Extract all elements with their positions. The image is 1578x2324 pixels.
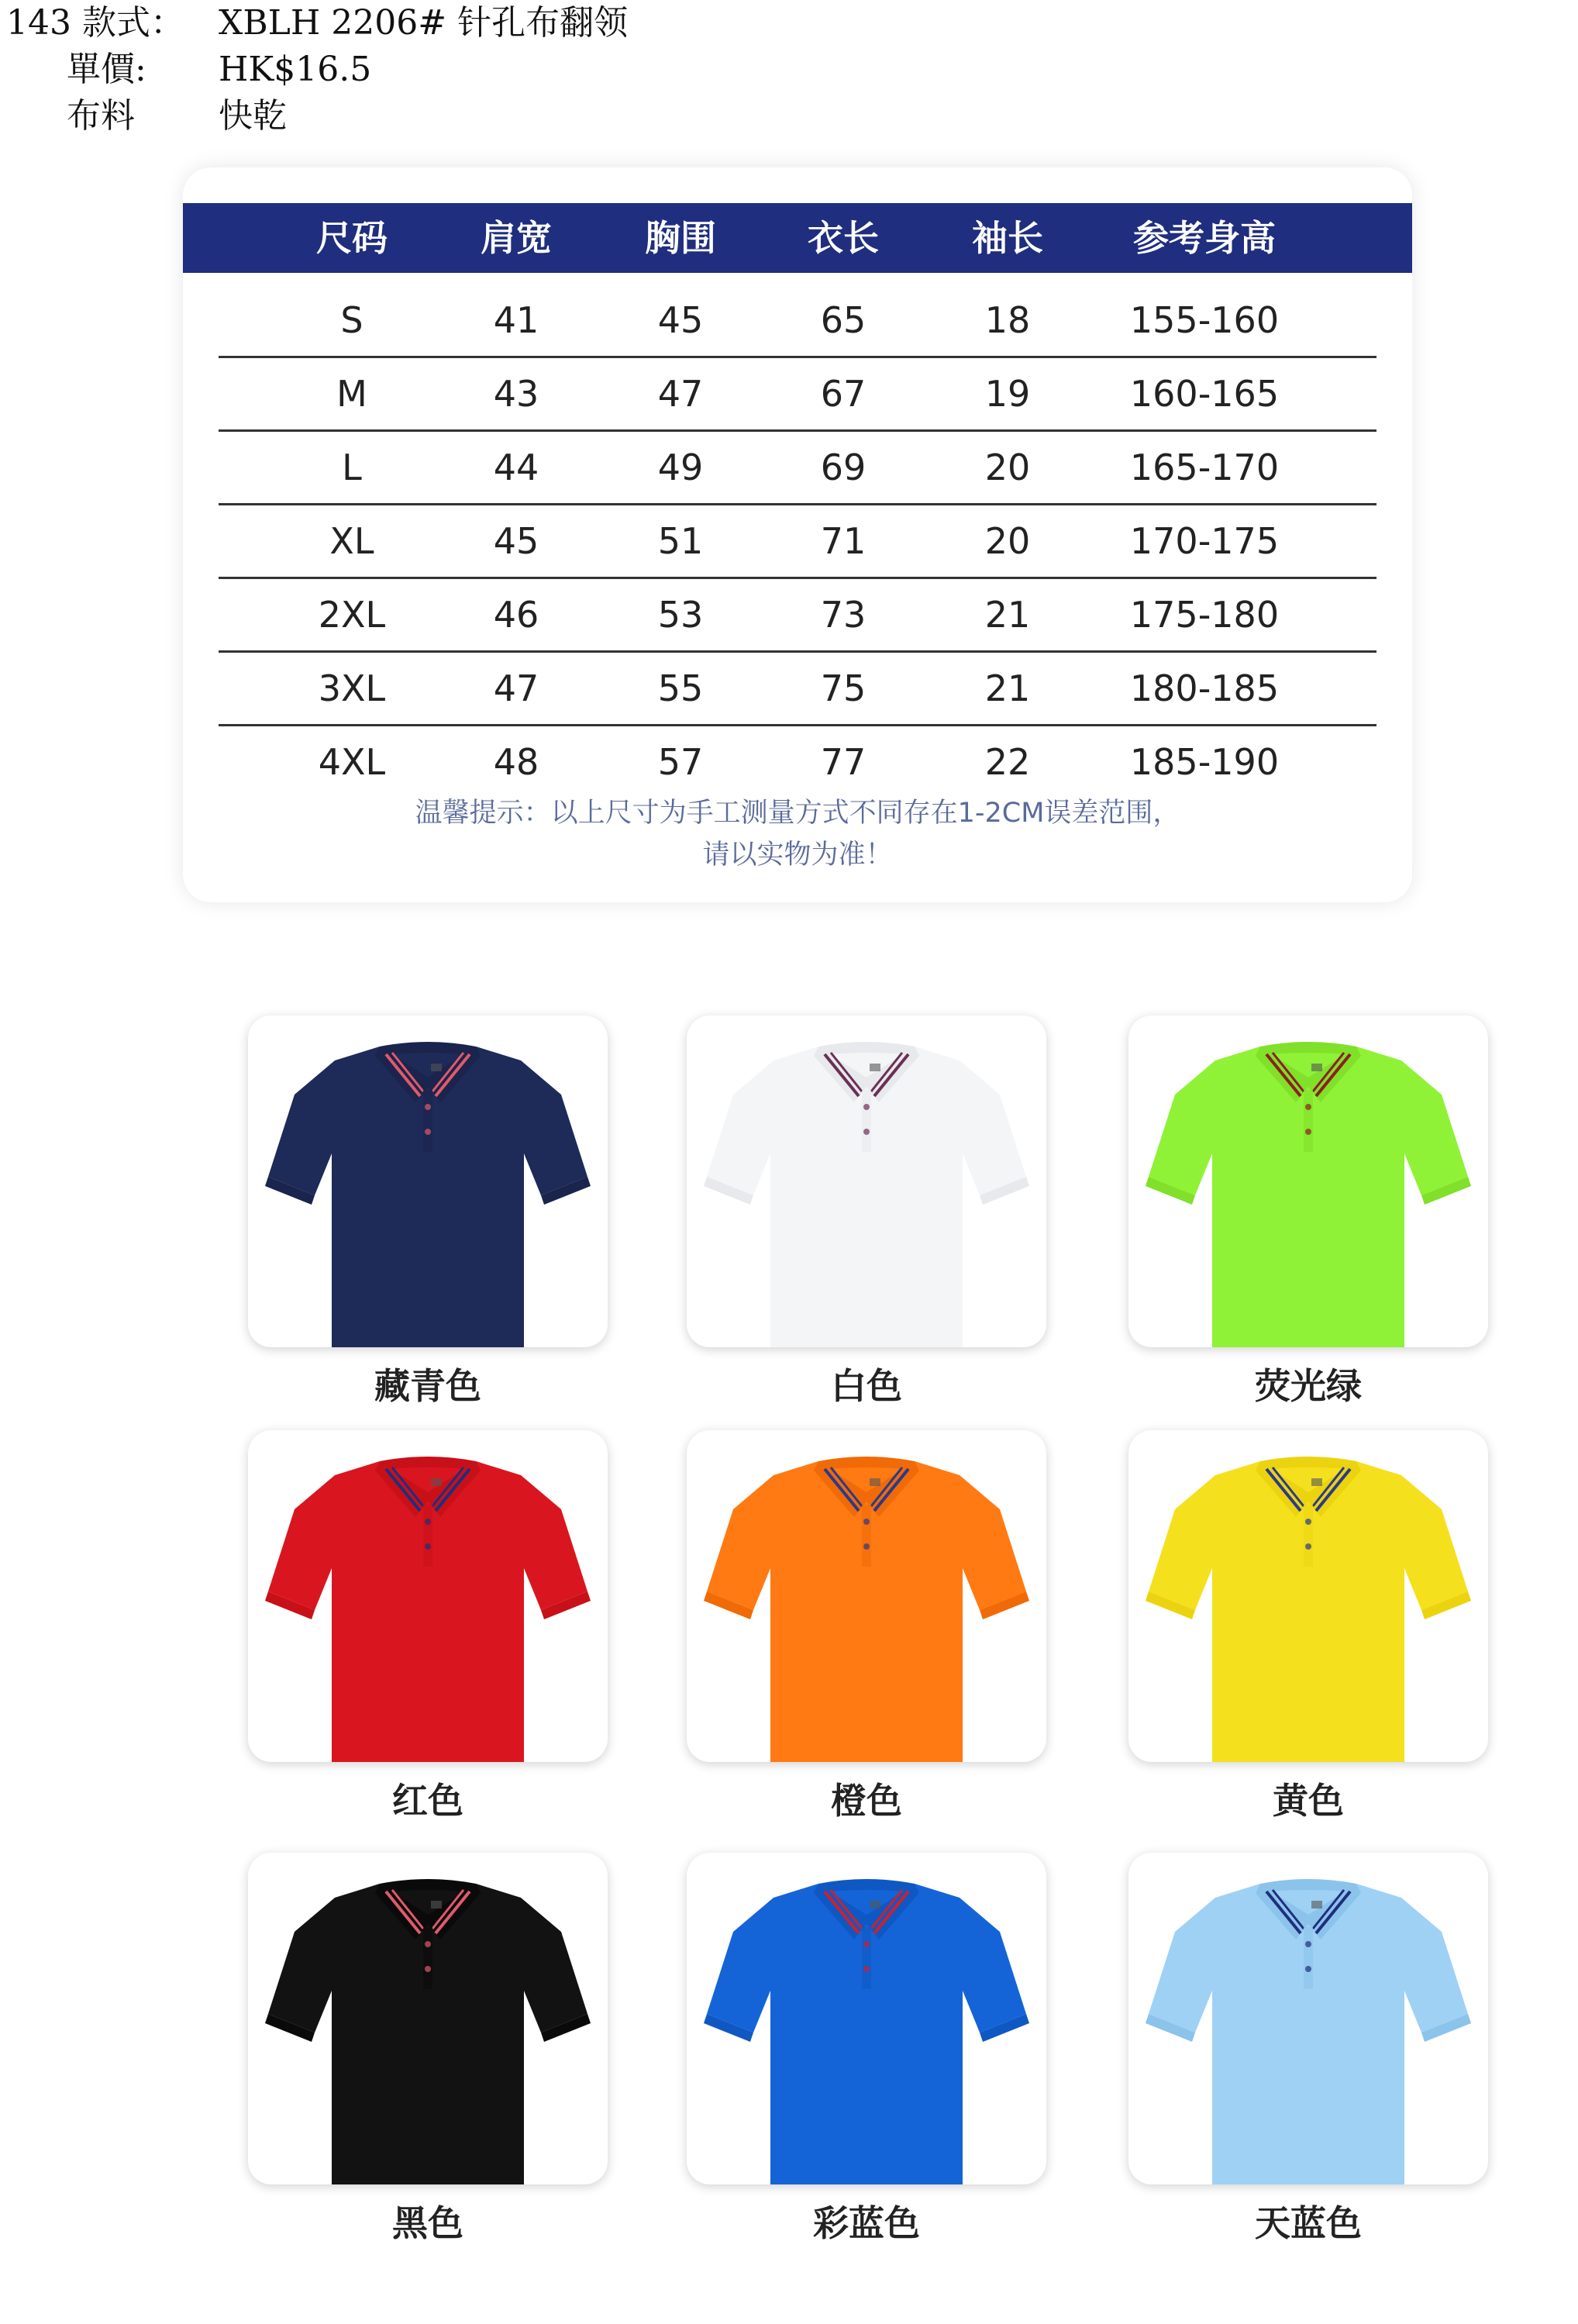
style-value: XBLH 2206# 针孔布翻领	[219, 3, 629, 43]
fabric-label: 布料	[67, 96, 135, 136]
size-note-line2: 请以实物为准！	[702, 840, 893, 871]
color-name-label: 天蓝色	[1255, 2202, 1362, 2244]
table-cell: 47	[493, 667, 539, 709]
polo-shirt-icon	[248, 1430, 608, 1762]
table-cell: 43	[493, 373, 539, 415]
table-cell: 160-165	[1129, 373, 1280, 415]
header-length: 衣长	[808, 217, 879, 259]
color-swatch-card[interactable]	[687, 1430, 1046, 1762]
table-cell: 57	[657, 741, 704, 783]
table-cell: 77	[820, 741, 867, 783]
polo-shirt-icon	[248, 1853, 608, 2184]
table-row	[183, 357, 1412, 431]
polo-shirt-icon	[248, 1015, 608, 1347]
table-cell: 19	[984, 373, 1031, 415]
size-table-header	[183, 203, 1412, 273]
color-name-label: 荧光绿	[1255, 1365, 1362, 1407]
polo-shirt-icon	[1128, 1853, 1488, 2184]
color-name-label: 黑色	[392, 2202, 463, 2244]
table-cell: 41	[493, 299, 539, 341]
color-name-label: 彩蓝色	[813, 2202, 920, 2244]
header-sleeve: 袖长	[972, 217, 1043, 259]
table-cell: 185-190	[1129, 741, 1280, 783]
table-row	[183, 284, 1412, 357]
table-row	[183, 505, 1412, 578]
color-name-label: 藏青色	[374, 1365, 481, 1407]
table-row	[183, 726, 1412, 799]
polo-shirt-icon	[1128, 1015, 1488, 1347]
table-cell: 49	[657, 447, 704, 488]
size-chart-card	[183, 167, 1412, 902]
table-cell: 44	[493, 447, 539, 488]
fabric-value: 快乾	[219, 96, 287, 136]
color-swatch-card[interactable]	[687, 1015, 1046, 1347]
table-cell: XL	[329, 520, 374, 562]
table-cell: 48	[493, 741, 539, 783]
price-label: 單價:	[67, 50, 146, 89]
table-cell: 67	[820, 373, 867, 415]
table-cell: 75	[820, 667, 867, 709]
table-cell: 170-175	[1129, 520, 1280, 562]
table-cell: 180-185	[1129, 667, 1280, 709]
header-shoulder: 肩宽	[481, 217, 552, 259]
table-cell: 165-170	[1129, 447, 1280, 488]
table-cell: 53	[657, 594, 704, 636]
table-cell: 45	[657, 299, 704, 341]
table-cell: 69	[820, 447, 867, 488]
header-size: 尺码	[316, 217, 388, 259]
color-swatch-card[interactable]	[248, 1853, 608, 2184]
table-cell: 51	[657, 520, 704, 562]
table-cell: 45	[493, 520, 539, 562]
header-height: 参考身高	[1133, 217, 1276, 259]
color-swatch-card[interactable]	[1128, 1430, 1488, 1762]
table-cell: 21	[984, 667, 1031, 709]
table-cell: 155-160	[1129, 299, 1280, 341]
table-cell: 65	[820, 299, 867, 341]
size-note-line1: 温馨提示：以上尺寸为手工测量方式不同存在1-2CM误差范围，	[415, 798, 1180, 829]
table-cell: 71	[820, 520, 867, 562]
color-swatch-card[interactable]	[248, 1430, 608, 1762]
table-row	[183, 431, 1412, 505]
table-cell: 21	[984, 594, 1031, 636]
color-name-label: 白色	[831, 1365, 902, 1407]
table-cell: 18	[984, 299, 1031, 341]
table-cell: M	[336, 373, 367, 415]
polo-shirt-icon	[687, 1430, 1046, 1762]
table-cell: S	[340, 299, 363, 341]
polo-shirt-icon	[687, 1015, 1046, 1347]
style-label: 143 款式：	[6, 3, 184, 43]
header-chest: 胸围	[645, 217, 716, 259]
price-value: HK$16.5	[219, 50, 372, 89]
table-cell: 20	[984, 447, 1031, 488]
table-row	[183, 652, 1412, 726]
table-cell: 47	[657, 373, 704, 415]
table-cell: 175-180	[1129, 594, 1280, 636]
color-swatch-card[interactable]	[1128, 1015, 1488, 1347]
color-name-label: 橙色	[831, 1780, 902, 1822]
color-swatch-card[interactable]	[248, 1015, 608, 1347]
color-swatch-card[interactable]	[1128, 1853, 1488, 2184]
table-cell: 2XL	[318, 594, 386, 636]
polo-shirt-icon	[1128, 1430, 1488, 1762]
table-cell: 4XL	[318, 741, 386, 783]
table-cell: L	[342, 447, 362, 488]
table-cell: 20	[984, 520, 1031, 562]
table-cell: 55	[657, 667, 704, 709]
table-row	[183, 578, 1412, 652]
table-cell: 22	[984, 741, 1031, 783]
color-name-label: 红色	[392, 1780, 463, 1822]
polo-shirt-icon	[687, 1853, 1046, 2184]
table-cell: 73	[820, 594, 867, 636]
table-cell: 46	[493, 594, 539, 636]
color-swatch-card[interactable]	[687, 1853, 1046, 2184]
table-cell: 3XL	[318, 667, 386, 709]
color-name-label: 黄色	[1273, 1780, 1344, 1822]
